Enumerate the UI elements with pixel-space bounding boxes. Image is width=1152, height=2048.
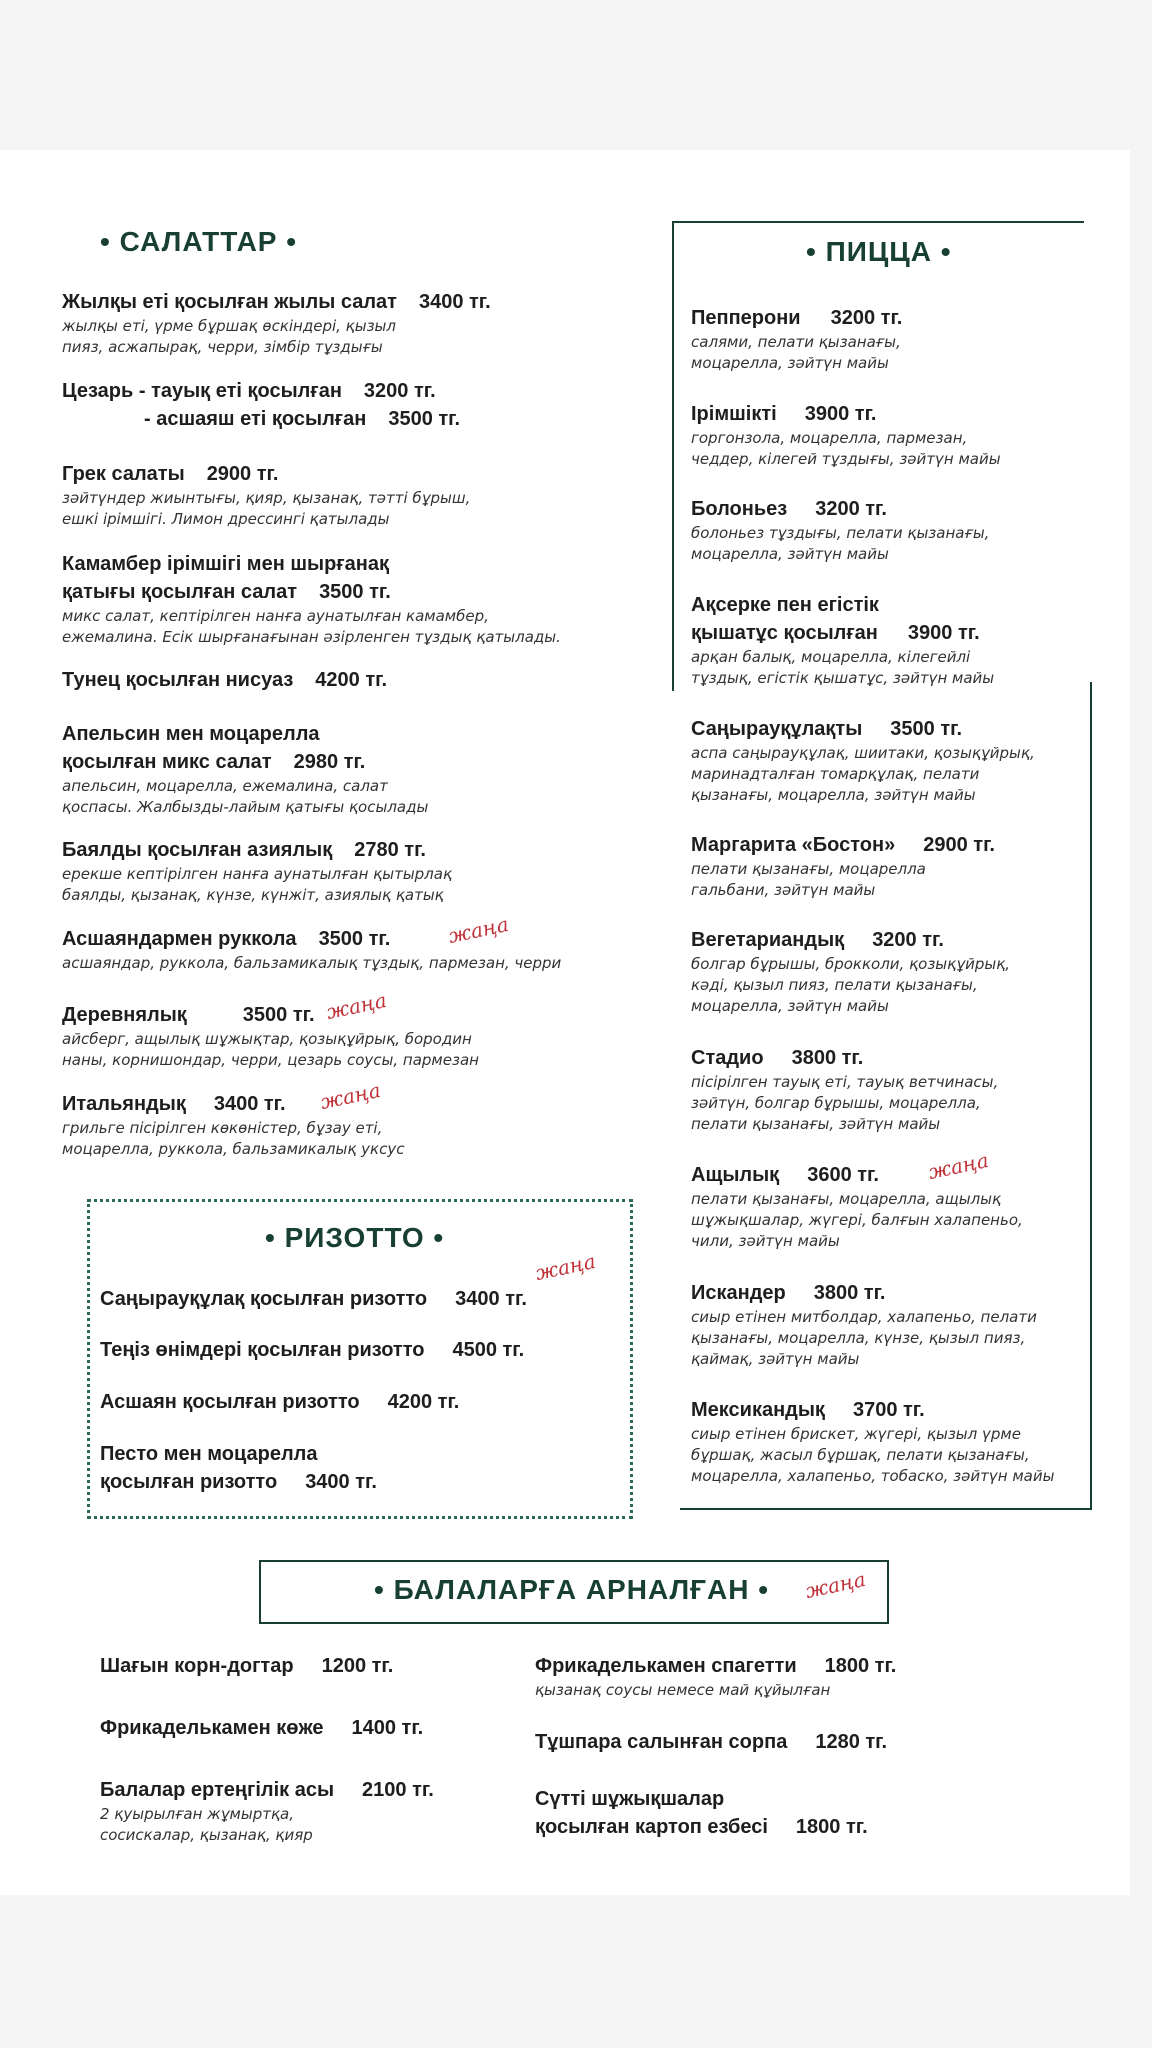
item-name: Саңырауқұлақ қосылған ризотто [100,1288,428,1310]
menu-item [62,836,452,906]
menu-item [100,1714,423,1742]
item-description: кәді, қызыл пияз, пелати қызанағы, [691,976,978,994]
item-price: 1400 тг. [351,1717,424,1739]
item-description: апельсин, моцарелла, ежемалина, салат [62,777,388,795]
item-description: зәйтүндер жиынтығы, қияр, қызанақ, тәтті бұрыш, [62,489,471,507]
item-description: болоньез тұздығы, пелати қызанағы, [691,524,990,542]
item-name: Ірімшікті [691,403,777,425]
item-description: аспа саңырауқұлақ, шиитаки, қозықұйрық, [691,744,1035,762]
menu-item [62,550,561,648]
item-price: 3700 тг. [852,1399,925,1421]
item-name: Асшаяндармен руккола [62,928,297,950]
new-badge: жаңа [324,987,389,1025]
menu-item [62,720,428,818]
item-price: 3200 тг. [363,380,436,402]
item-name: Фрикаделькамен көже [100,1717,324,1739]
item-price: 3900 тг. [804,403,877,425]
item-price: 4200 тг. [387,1391,460,1413]
item-description: пияз, асжапырақ, черри, зімбір тұздығы [62,338,383,356]
item-description: зәйтүн, болгар бұрышы, моцарелла, [691,1094,981,1112]
menu-item [691,715,1035,806]
item-description: сосискалар, қызанақ, қияр [100,1826,313,1844]
item-description: ежемалина. Есік шырғанағынан әзірленген тұздық қатылады. [62,628,561,646]
item-price: 2900 тг. [206,463,279,485]
new-badge: жаңа [926,1147,991,1185]
item-description: қызанағы, моцарелла, зәйтүн майы [691,786,976,804]
item-description: моцарелла, зәйтүн майы [691,997,889,1015]
pizza-frame-left [672,221,674,691]
pizza-frame-right [1090,682,1092,1510]
item-name: Апельсин мен моцарелла [62,723,320,745]
item-description: микс салат, кептірілген нанға аунатылған камамбер, [62,607,489,625]
item-name: Маргарита «Бостон» [691,834,896,856]
salads-heading: • САЛАТТАР • [100,226,298,257]
item-description: арқан балық, моцарелла, кілегейлі [691,648,971,666]
item-description: моцарелла, халапеньо, тобаско, зәйтүн майы [691,1467,1055,1485]
item-name: Шағын корн-догтар [100,1655,294,1677]
item-description: ешкі ірімшігі. Лимон дрессингі қатылады [62,510,390,528]
pizza-frame-bottom [680,1508,1092,1510]
menu-item [100,1388,459,1416]
item-price: 2900 тг. [923,834,995,856]
item-name: Фрикаделькамен спагетти [535,1655,797,1677]
item-description: маринадталған томарқұлақ, пелати [691,765,980,783]
item-name: Стадио [691,1047,764,1069]
item-description: грильге пісірілген көкөністер, бұзау еті, [62,1119,383,1137]
menu-item [62,1001,479,1071]
new-badge: жаңа [803,1566,868,1604]
item-price: 2980 тг. [293,751,366,773]
item-price: 3800 тг. [791,1047,864,1069]
menu-item [691,591,994,689]
item-price: 1280 тг. [815,1731,888,1753]
menu-item [535,1728,887,1756]
item-name: Цезарь - тауық еті қосылған [62,380,342,402]
item-description: болгар бұрышы, брокколи, қозықұйрық, [691,955,1011,973]
item-description: пелати қызанағы, моцарелла, ащылық [691,1190,1002,1208]
item-description: 2 қуырылған жұмыртқа, [100,1805,294,1823]
item-name: Балалар ертеңгілік асы [100,1779,335,1801]
item-description: тұздық, егістік қышатұс, зәйтүн майы [691,669,995,687]
item-price: 3400 тг. [213,1093,286,1115]
menu-item [691,1279,1037,1370]
item-name: Вегетариандық [691,929,845,951]
item-price: 4200 тг. [315,669,387,691]
menu-item [100,1336,524,1364]
item-name: Баялды қосылған азиялық [62,839,333,861]
menu-item [691,1044,998,1135]
item-description: моцарелла, руккола, бальзамикалық уксус [62,1140,405,1158]
menu-item [535,1785,868,1841]
item-price: 3400 тг. [455,1288,527,1310]
item-price: 3500 тг. [242,1004,315,1026]
menu-item [100,1440,377,1496]
item-price: 3200 тг. [872,929,944,951]
risotto-heading: • РИЗОТТО • [265,1222,445,1253]
item-price: 3400 тг. [418,291,491,313]
item-description: шұжықшалар, жүгері, балғын халапеньо, [691,1211,1023,1229]
item-price: 3600 тг. [807,1164,879,1186]
item-price: 1800 тг. [824,1655,897,1677]
item-name: - асшаяш еті қосылған [144,408,367,430]
item-price: 3200 тг. [830,307,903,329]
item-price: 3800 тг. [813,1282,886,1304]
item-description: чеддер, кілегей тұздығы, зәйтүн майы [691,450,1001,468]
item-name: қатығы қосылған салат [62,581,298,603]
item-name: Пепперони [691,307,801,329]
item-description: чили, зәйтүн майы [691,1232,840,1250]
item-name: Грек салаты [62,463,185,485]
item-description: моцарелла, зәйтүн майы [691,354,889,372]
item-price: 3200 тг. [815,498,887,520]
item-name: Жылқы еті қосылған жылы салат [62,291,397,313]
menu-item [100,1776,434,1846]
menu-item [691,304,902,374]
menu-item [100,1285,527,1313]
item-description: моцарелла, зәйтүн майы [691,545,889,563]
item-price: 1800 тг. [795,1816,868,1838]
menu-item [62,460,470,530]
item-name: Сүтті шұжықшалар [535,1788,725,1810]
item-name: қосылған микс салат [62,751,272,773]
new-badge: жаңа [318,1077,383,1115]
item-price: 3500 тг. [890,718,963,740]
item-price: 3500 тг. [319,581,391,603]
item-name: қышатұс қосылған [691,622,878,644]
item-name: Искандер [691,1282,786,1304]
menu-item [62,666,387,694]
new-badge: жаңа [446,911,511,949]
item-name: Камамбер ірімшігі мен шырғанақ [62,553,389,575]
pizza-frame-top [672,221,1084,223]
menu-item [100,1652,393,1680]
item-name: Асшаян қосылған ризотто [100,1391,360,1413]
item-description: пелати қызанағы, моцарелла [691,860,926,878]
item-description: асшаяндар, руккола, бальзамикалық тұздық, пармезан, черри [62,954,562,972]
item-name: Тунец қосылған нисуаз [62,669,294,691]
menu-item [62,288,491,358]
item-description: пісірілген тауық еті, тауық ветчинасы, [691,1073,999,1091]
item-description: қоспасы. Жалбызды-лайым қатығы қосылады [62,798,429,816]
item-description: гальбани, зәйтүн майы [691,881,876,899]
new-badge: жаңа [533,1248,598,1286]
item-description: жылқы еті, үрме бұршақ өскіндері, қызыл [62,317,396,335]
item-name: Болоньез [691,498,788,520]
menu-item [691,1396,1054,1487]
item-price: 3500 тг. [388,408,461,430]
item-description: пелати қызанағы, зәйтүн майы [691,1115,941,1133]
menu-item [691,831,995,901]
item-name: Ақсерке пен егістік [691,594,879,616]
item-name: қосылған картоп езбесі [535,1816,768,1838]
pizza-heading: • ПИЦЦА • [806,236,952,267]
item-description: қызанағы, моцарелла, күнзе, қызыл пияз, [691,1329,1026,1347]
menu-item [691,495,989,565]
item-description: сиыр етінен брискет, жүгері, қызыл үрме [691,1425,1021,1443]
item-description: салями, пелати қызанағы, [691,333,901,351]
item-description: сиыр етінен митболдар, халапеньо, пелати [691,1308,1037,1326]
item-price: 3400 тг. [305,1471,377,1493]
item-price: 1200 тг. [321,1655,394,1677]
kids-heading: • БАЛАЛАРҒА АРНАЛҒАН • [374,1574,770,1605]
item-name: Ащылық [691,1164,780,1186]
menu-item [691,400,1001,470]
item-price: 3500 тг. [318,928,391,950]
item-description: горгонзола, моцарелла, пармезан, [691,429,968,447]
item-name: қосылған ризотто [100,1471,278,1493]
item-description: ерекше кептірілген нанға аунатылған қытырлақ [62,865,453,883]
item-name: Саңырауқұлақты [691,718,863,740]
item-name: Теңіз өнімдері қосылған ризотто [100,1339,425,1361]
item-description: наны, корнишондар, черри, цезарь соусы, пармезан [62,1051,479,1069]
item-price: 4500 тг. [452,1339,525,1361]
item-name: Деревнялық [62,1004,187,1026]
menu-item [691,926,1010,1017]
item-price: 2780 тг. [354,839,426,861]
item-name: Тұшпара салынған сорпа [535,1731,788,1753]
menu-item [62,377,460,433]
menu-item [535,1652,896,1701]
item-name: Мексикандық [691,1399,825,1421]
item-description: қызанақ соусы немесе май құйылған [535,1681,831,1699]
item-description: баялды, қызанақ, күнзе, күнжіт, азиялық қатық [62,886,444,904]
item-name: Итальяндық [62,1093,186,1115]
item-name: Песто мен моцарелла [100,1443,318,1465]
item-price: 2100 тг. [362,1779,434,1801]
item-price: 3900 тг. [907,622,980,644]
item-description: бұршақ, жасыл бұршақ, пелати қызанағы, [691,1446,1030,1464]
item-description: айсберг, ащылық шұжықтар, қозықұйрық, бородин [62,1030,472,1048]
item-description: қаймақ, зәйтүн майы [691,1350,860,1368]
